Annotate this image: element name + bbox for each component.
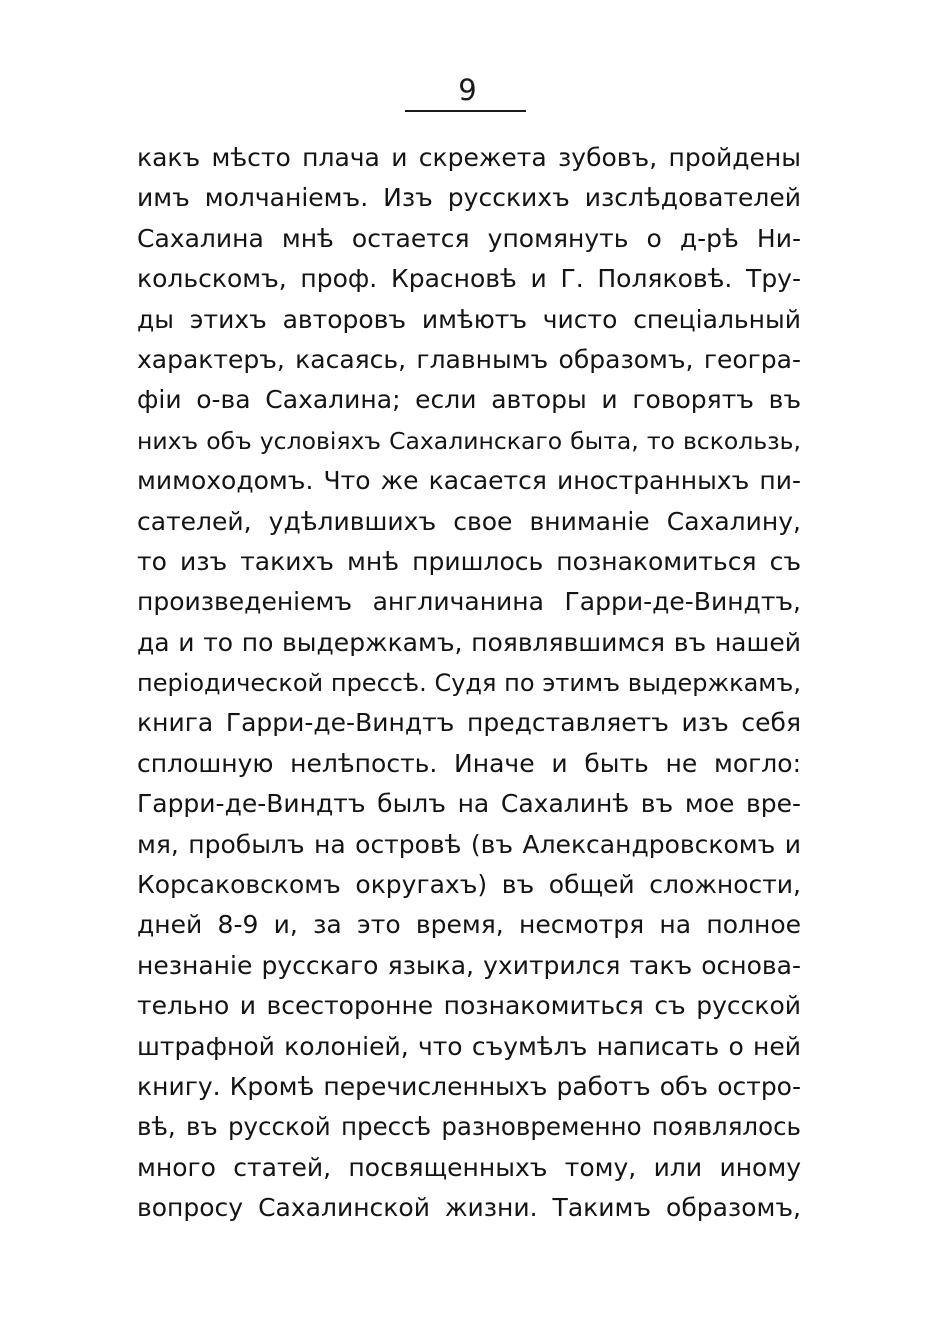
text-line: да и то по выдержкамъ, появлявшимся въ нашей bbox=[137, 627, 801, 657]
text-line: вѣ, въ русской прессѣ разновременно появлялось bbox=[137, 1112, 801, 1142]
text-line: много статей, посвященныхъ тому, или иному bbox=[137, 1152, 801, 1182]
text-line: мя, пробылъ на островѣ (въ Александровскомъ и bbox=[137, 829, 801, 859]
body-text bbox=[137, 138, 801, 1229]
page-number: 9 bbox=[458, 73, 478, 107]
text-line: имъ молчаніемъ. Изъ русскихъ изслѣдователей bbox=[137, 183, 801, 213]
text-line: дней 8-9 и, за это время, несмотря на полное bbox=[137, 910, 801, 940]
page-number-rule bbox=[405, 110, 526, 112]
text-line: книга Гарри-де-Виндтъ представляетъ изъ себя bbox=[137, 708, 801, 738]
text-line: фіи о-ва Сахалина; если авторы и говорятъ въ bbox=[137, 385, 801, 415]
text-line: произведеніемъ англичанина Гарри-де-Виндтъ, bbox=[137, 587, 801, 617]
text-line: сателей, удѣлившихъ свое вниманіе Сахалину, bbox=[137, 506, 801, 536]
text-line: штрафной колоніей, что съумѣлъ написать о ней bbox=[137, 1031, 801, 1061]
text-line: какъ мѣсто плача и скрежета зубовъ, пройдены bbox=[137, 143, 801, 172]
text-line: нихъ объ условіяхъ Сахалинскаго быта, то вскользь, bbox=[137, 426, 801, 455]
text-line: періодической прессѣ. Судя по этимъ выдержкамъ, bbox=[137, 669, 801, 698]
text-line: вопросу Сахалинской жизни. Такимъ образомъ, bbox=[137, 1193, 801, 1223]
text-line: Сахалина мнѣ остается упомянуть о д-рѣ Ни- bbox=[137, 223, 801, 253]
text-line: тельно и всесторонне познакомиться съ русской bbox=[137, 991, 801, 1021]
text-line: ды этихъ авторовъ имѣютъ чисто спеціальный bbox=[137, 304, 801, 334]
text-line: сплошную нелѣпость. Иначе и быть не могло: bbox=[137, 748, 801, 778]
text-line: кольскомъ, проф. Красновѣ и Г. Поляковѣ. Тру- bbox=[137, 264, 801, 294]
text-line: то изъ такихъ мнѣ пришлось познакомиться съ bbox=[137, 546, 801, 576]
text-line: мимоходомъ. Что же касается иностранныхъ пи- bbox=[137, 466, 801, 496]
text-line: Корсаковскомъ округахъ) въ общей сложности, bbox=[137, 870, 801, 900]
text-line: незнаніе русскаго языка, ухитрился такъ основа- bbox=[137, 950, 801, 980]
text-line: книгу. Кромѣ перечисленныхъ работъ объ остро- bbox=[137, 1071, 801, 1101]
text-line: Гарри-де-Виндтъ былъ на Сахалинѣ въ мое вре- bbox=[137, 789, 801, 819]
text-line: характеръ, касаясь, главнымъ образомъ, геогра- bbox=[137, 344, 801, 374]
